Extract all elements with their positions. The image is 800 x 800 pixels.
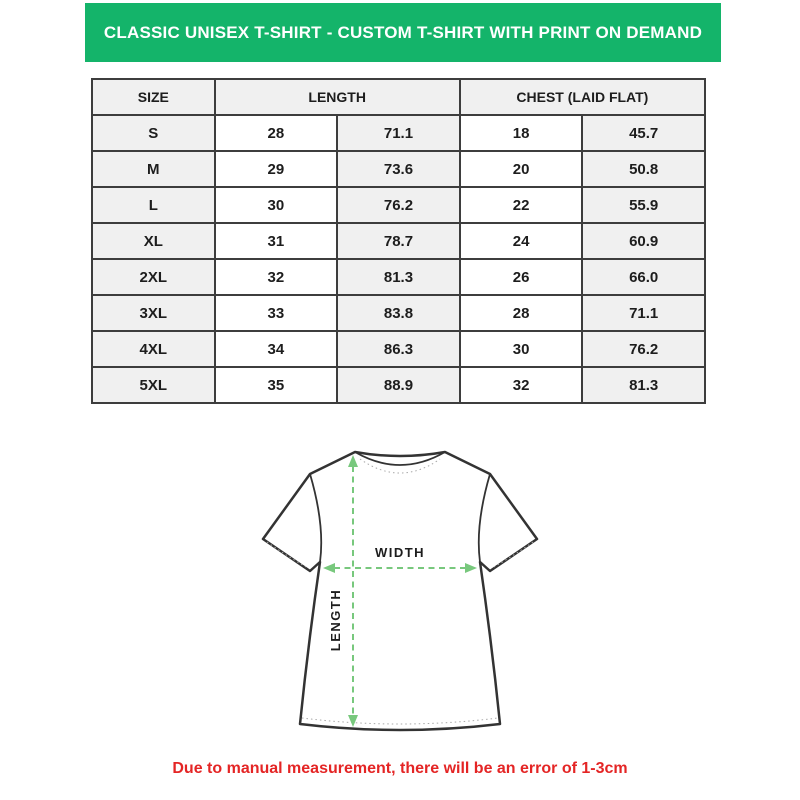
size-cell: M (92, 151, 215, 187)
value-cell: 71.1 (582, 295, 705, 331)
value-cell: 32 (215, 259, 338, 295)
size-table (91, 78, 706, 404)
value-cell: 33 (215, 295, 338, 331)
value-cell: 24 (460, 223, 583, 259)
length-label: LENGTH (328, 588, 343, 652)
value-cell: 20 (460, 151, 583, 187)
value-cell: 60.9 (582, 223, 705, 259)
value-cell: 28 (215, 115, 338, 151)
value-cell: 31 (215, 223, 338, 259)
value-cell: 30 (460, 331, 583, 367)
size-cell: L (92, 187, 215, 223)
size-cell: 3XL (92, 295, 215, 331)
value-cell: 66.0 (582, 259, 705, 295)
header-size: SIZE (92, 79, 215, 115)
value-cell: 83.8 (337, 295, 460, 331)
table-row (92, 331, 705, 367)
value-cell: 78.7 (337, 223, 460, 259)
table-row (92, 187, 705, 223)
value-cell: 71.1 (337, 115, 460, 151)
page-title: CLASSIC UNISEX T-SHIRT - CUSTOM T-SHIRT WITH PRINT ON DEMAND (103, 22, 703, 42)
table-row (92, 295, 705, 331)
value-cell: 88.9 (337, 367, 460, 403)
table-row (92, 151, 705, 187)
header-length: LENGTH (215, 79, 460, 115)
size-cell: XL (92, 223, 215, 259)
value-cell: 45.7 (582, 115, 705, 151)
size-table-body (92, 115, 705, 403)
value-cell: 76.2 (582, 331, 705, 367)
value-cell: 29 (215, 151, 338, 187)
size-cell: S (92, 115, 215, 151)
value-cell: 73.6 (337, 151, 460, 187)
value-cell: 28 (460, 295, 583, 331)
table-header-row (92, 79, 705, 115)
value-cell: 22 (460, 187, 583, 223)
tshirt-outline (263, 452, 537, 730)
value-cell: 81.3 (582, 367, 705, 403)
value-cell: 86.3 (337, 331, 460, 367)
table-row (92, 115, 705, 151)
value-cell: 30 (215, 187, 338, 223)
table-row (92, 223, 705, 259)
value-cell: 81.3 (337, 259, 460, 295)
size-cell: 2XL (92, 259, 215, 295)
value-cell: 26 (460, 259, 583, 295)
size-cell: 4XL (92, 331, 215, 367)
header-chest: CHEST (LAID FLAT) (460, 79, 705, 115)
value-cell: 50.8 (582, 151, 705, 187)
table-row (92, 259, 705, 295)
value-cell: 55.9 (582, 187, 705, 223)
value-cell: 76.2 (337, 187, 460, 223)
tshirt-diagram (250, 430, 550, 742)
width-label: WIDTH (374, 545, 426, 560)
value-cell: 35 (215, 367, 338, 403)
table-row (92, 367, 705, 403)
title-banner (85, 3, 721, 62)
measurement-note: Due to manual measurement, there will be an error of 1-3cm (172, 760, 628, 777)
value-cell: 34 (215, 331, 338, 367)
size-cell: 5XL (92, 367, 215, 403)
value-cell: 18 (460, 115, 583, 151)
value-cell: 32 (460, 367, 583, 403)
